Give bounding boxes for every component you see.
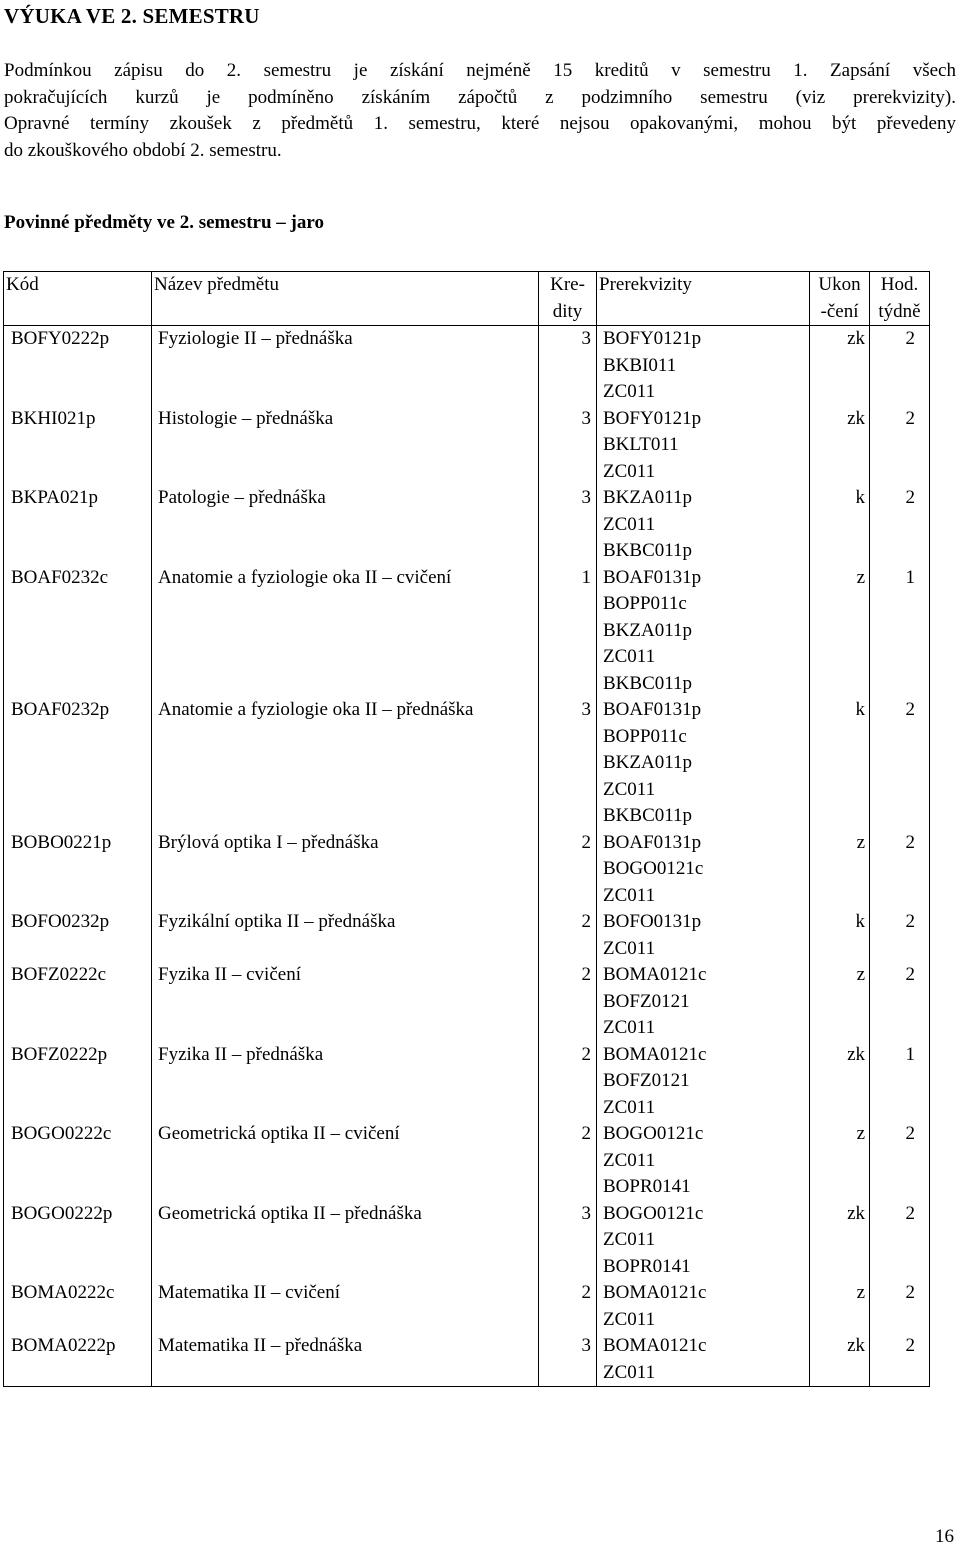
header-credits-line: dity [552, 300, 583, 322]
table-row [4, 962, 930, 1042]
table-row [4, 909, 930, 962]
course-credits: 3 [539, 697, 597, 830]
header-hours-line: týdně [878, 300, 921, 322]
course-code: BOBO0221p [4, 830, 152, 910]
course-completion: k [810, 485, 870, 565]
course-completion: zk [810, 1042, 870, 1122]
prerequisite-item: ZC011 [603, 381, 656, 402]
course-prerequisites [597, 565, 810, 698]
prerequisite-item: BOPR0141 [603, 1176, 691, 1197]
table-row [4, 1280, 930, 1333]
prerequisite-item: ZC011 [603, 1229, 656, 1250]
course-credits: 3 [539, 485, 597, 565]
paragraph-line: Opravné termíny zkoušek z předmětů 1. semestru, které nejsou opakovanými, mohou být převedeny [4, 113, 956, 134]
course-completion: zk [810, 1201, 870, 1281]
course-hours: 1 [870, 1042, 930, 1122]
prerequisite-item: ZC011 [603, 1308, 656, 1330]
course-prerequisites [597, 326, 810, 406]
prerequisite-item: BKBC011p [603, 805, 693, 826]
prerequisite-item: BOGO0121c [603, 1123, 704, 1144]
course-code: BOFO0232p [4, 909, 152, 962]
course-name: Histologie – přednáška [152, 406, 539, 486]
prerequisite-item: BOAF0131p [603, 566, 702, 588]
prerequisite-item: ZC011 [603, 884, 656, 906]
course-code: BOMA0222p [4, 1333, 152, 1387]
header-hours [870, 272, 930, 326]
course-prerequisites [597, 485, 810, 565]
course-prerequisites [597, 962, 810, 1042]
table-row [4, 830, 930, 910]
course-prerequisites [597, 1333, 810, 1387]
course-hours: 2 [870, 1280, 930, 1333]
prerequisite-item: BOMA0121c [603, 964, 707, 985]
course-completion: z [810, 1280, 870, 1333]
course-hours: 1 [870, 565, 930, 698]
prerequisite-item: ZC011 [603, 778, 656, 800]
prerequisite-item: BKZA011p [603, 619, 693, 641]
course-code: BOGO0222p [4, 1201, 152, 1281]
header-credits [539, 272, 597, 326]
prerequisite-item: BOMA0121c [603, 1335, 707, 1356]
paragraph-line: Podmínkou zápisu do 2. semestru je získání nejméně 15 kreditů v semestru 1. Zapsání všech [4, 60, 956, 81]
course-code: BOMA0222c [4, 1280, 152, 1333]
prerequisite-item: ZC011 [603, 937, 656, 959]
prerequisite-item: BOGO0121c [603, 1202, 704, 1224]
header-prereq: Prerekvizity [597, 272, 810, 326]
course-credits: 2 [539, 830, 597, 910]
course-hours: 2 [870, 1333, 930, 1387]
header-completion-line: Ukon [818, 274, 861, 295]
header-completion [810, 272, 870, 326]
course-name: Brýlová optika I – přednáška [152, 830, 539, 910]
course-code: BOGO0222c [4, 1121, 152, 1201]
intro-paragraph [4, 58, 956, 164]
prerequisite-item: BOFY0121p [603, 407, 702, 429]
course-code: BOFZ0222c [4, 962, 152, 1042]
prerequisite-item: ZC011 [603, 1017, 656, 1038]
prerequisite-item: ZC011 [603, 1149, 656, 1171]
table-row [4, 326, 930, 406]
course-name: Anatomie a fyziologie oka II – cvičení [152, 565, 539, 698]
course-hours: 2 [870, 830, 930, 910]
prerequisite-item: BOFY0121p [603, 328, 702, 349]
header-credits-line: Kre- [550, 274, 585, 295]
course-credits: 2 [539, 962, 597, 1042]
course-prerequisites [597, 1280, 810, 1333]
course-prerequisites [597, 1121, 810, 1201]
course-completion: k [810, 697, 870, 830]
table-row [4, 1333, 930, 1387]
header-hours-line: Hod. [880, 274, 919, 295]
course-name: Fyziologie II – přednáška [152, 326, 539, 406]
prerequisite-item: BOFZ0121 [603, 990, 690, 1012]
header-name: Název předmětu [152, 272, 539, 326]
course-completion: zk [810, 326, 870, 406]
prerequisite-item: BKLT011 [603, 434, 679, 455]
course-name: Fyzikální optika II – přednáška [152, 909, 539, 962]
course-credits: 3 [539, 1201, 597, 1281]
table-row [4, 485, 930, 565]
prerequisite-item: BKBI011 [603, 354, 677, 376]
course-code: BKHI021p [4, 406, 152, 486]
section-heading: Povinné předměty ve 2. semestru – jaro [4, 212, 324, 233]
prerequisite-item: BOAF0131p [603, 699, 702, 720]
course-hours: 2 [870, 962, 930, 1042]
course-prerequisites [597, 406, 810, 486]
course-credits: 1 [539, 565, 597, 698]
prerequisite-item: BOPP011c [603, 725, 687, 747]
prerequisite-item: ZC011 [603, 1361, 656, 1383]
prerequisite-item: BOAF0131p [603, 831, 702, 853]
prerequisite-item: ZC011 [603, 460, 656, 482]
course-hours: 2 [870, 326, 930, 406]
course-name: Geometrická optika II – cvičení [152, 1121, 539, 1201]
header-completion-line: -čení [820, 300, 859, 322]
course-code: BOFY0222p [4, 326, 152, 406]
course-completion: z [810, 1121, 870, 1201]
prerequisite-item: ZC011 [603, 513, 656, 535]
table-row [4, 697, 930, 830]
course-credits: 2 [539, 1280, 597, 1333]
course-completion: k [810, 909, 870, 962]
course-prerequisites [597, 697, 810, 830]
page-title: VÝUKA VE 2. SEMESTRU [4, 4, 260, 28]
course-name: Fyzika II – přednáška [152, 1042, 539, 1122]
courses-table [3, 271, 930, 1387]
course-code: BOAF0232c [4, 565, 152, 698]
prerequisite-item: BKZA011p [603, 487, 693, 508]
course-credits: 2 [539, 1042, 597, 1122]
course-hours: 2 [870, 1121, 930, 1201]
course-name: Matematika II – cvičení [152, 1280, 539, 1333]
prerequisite-item: ZC011 [603, 646, 656, 667]
course-name: Fyzika II – cvičení [152, 962, 539, 1042]
paragraph-line: do zkouškového období 2. semestru. [4, 139, 282, 161]
page-number: 16 [935, 1526, 954, 1547]
course-name: Geometrická optika II – přednáška [152, 1201, 539, 1281]
prerequisite-item: BOFO0131p [603, 911, 702, 932]
course-prerequisites [597, 1042, 810, 1122]
course-credits: 2 [539, 909, 597, 962]
course-hours: 2 [870, 1201, 930, 1281]
course-prerequisites [597, 1201, 810, 1281]
course-code: BOFZ0222p [4, 1042, 152, 1122]
course-hours: 2 [870, 697, 930, 830]
table-body [4, 326, 930, 1387]
course-credits: 2 [539, 1121, 597, 1201]
course-hours: 2 [870, 406, 930, 486]
table-row [4, 1121, 930, 1201]
course-hours: 2 [870, 909, 930, 962]
prerequisite-item: BOFZ0121 [603, 1070, 690, 1091]
course-code: BKPA021p [4, 485, 152, 565]
prerequisite-item: BKBC011p [603, 672, 693, 694]
course-hours: 2 [870, 485, 930, 565]
course-completion: z [810, 830, 870, 910]
course-credits: 3 [539, 406, 597, 486]
course-prerequisites [597, 909, 810, 962]
course-completion: z [810, 565, 870, 698]
prerequisite-item: BOGO0121c [603, 858, 704, 879]
table-row [4, 565, 930, 698]
course-credits: 3 [539, 1333, 597, 1387]
course-name: Patologie – přednáška [152, 485, 539, 565]
prerequisite-item: BOMA0121c [603, 1282, 707, 1303]
table-row [4, 1042, 930, 1122]
table-row [4, 406, 930, 486]
table-row [4, 1201, 930, 1281]
course-code: BOAF0232p [4, 697, 152, 830]
paragraph-line: pokračujících kurzů je podmíněno získáním zápočtů z podzimního semestru (viz prerekvizity). [4, 86, 956, 108]
course-prerequisites [597, 830, 810, 910]
prerequisite-item: BOMA0121c [603, 1043, 707, 1065]
table-header-row [4, 272, 930, 326]
header-code: Kód [4, 272, 152, 326]
course-completion: zk [810, 406, 870, 486]
prerequisite-item: BOPR0141 [603, 1255, 691, 1277]
course-name: Matematika II – přednáška [152, 1333, 539, 1387]
course-name: Anatomie a fyziologie oka II – přednáška [152, 697, 539, 830]
prerequisite-item: BKBC011p [603, 540, 693, 561]
course-completion: z [810, 962, 870, 1042]
prerequisite-item: BOPP011c [603, 593, 687, 614]
prerequisite-item: ZC011 [603, 1096, 656, 1118]
prerequisite-item: BKZA011p [603, 752, 693, 773]
course-credits: 3 [539, 326, 597, 406]
course-completion: zk [810, 1333, 870, 1387]
